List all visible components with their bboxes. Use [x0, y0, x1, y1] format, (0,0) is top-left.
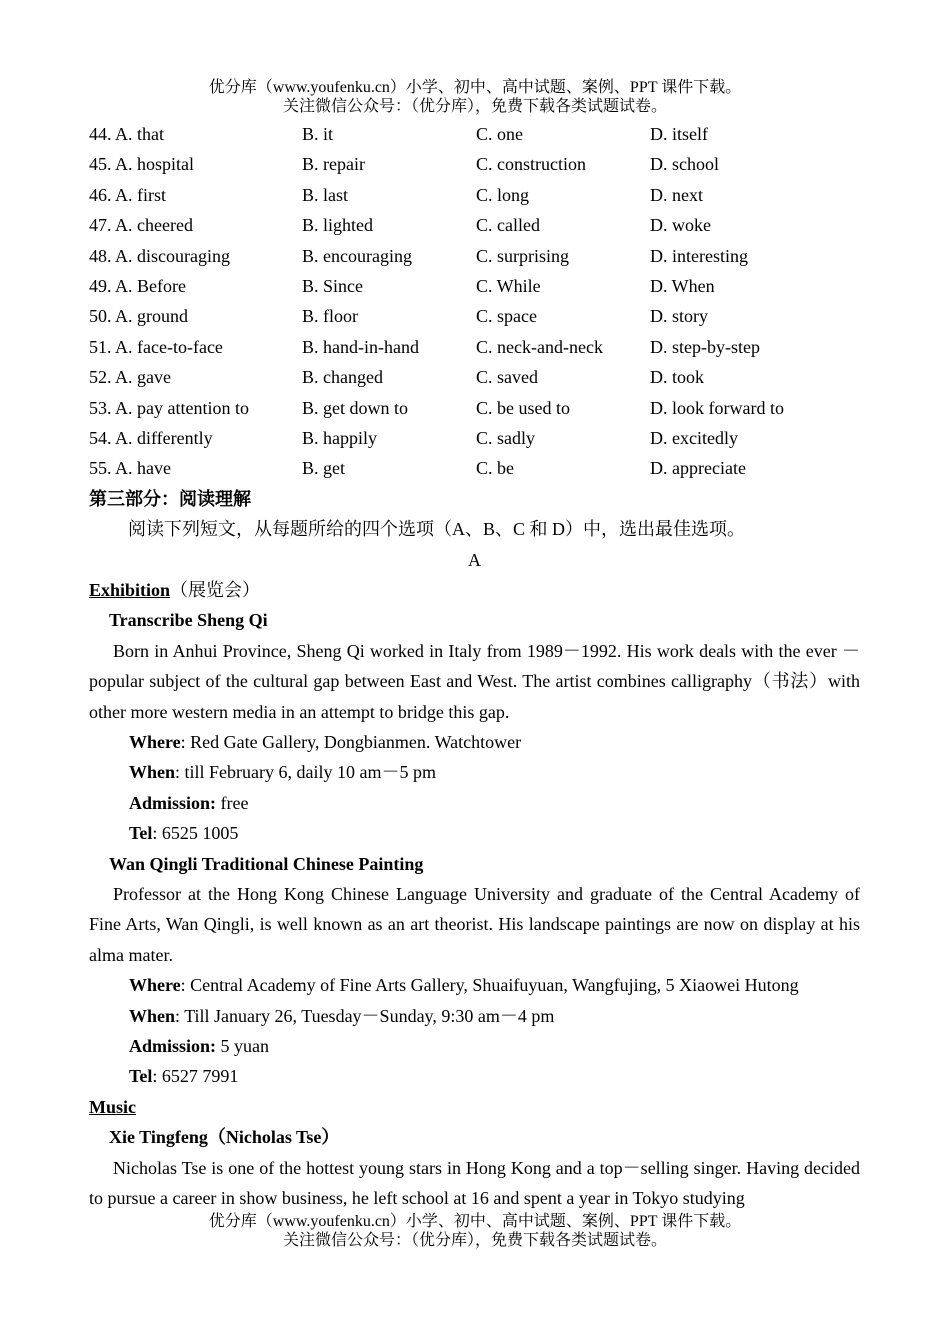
option-choice: B. lighted	[302, 215, 373, 236]
exhibit-2-tel	[89, 1061, 860, 1091]
page-footer	[0, 1212, 950, 1250]
where-label: Where	[129, 975, 181, 996]
option-row	[89, 149, 860, 179]
section-title: 第三部分：阅读理解	[89, 488, 251, 509]
option-choice: 48. A. discouraging	[89, 245, 230, 266]
footer-line-1: 优分库（www.youfenku.cn）小学、初中、高中试题、案例、PPT 课件下载。	[208, 1213, 742, 1230]
option-choice: D. story	[650, 306, 708, 327]
when-label: When	[129, 762, 176, 783]
where-label: Where	[129, 731, 181, 752]
exhibit-2-title: Wan Qingli Traditional Chinese Painting	[109, 853, 424, 874]
header-line-2: 关注微信公众号：（优分库），免费下载各类试题试卷。	[282, 98, 667, 115]
option-choice: B. floor	[302, 306, 358, 327]
option-choice: B. it	[302, 124, 334, 144]
option-choice: B. changed	[302, 367, 383, 388]
option-choice: C. called	[476, 215, 540, 236]
exhibit-1-tel	[89, 818, 860, 848]
option-row	[89, 362, 860, 392]
option-choice: D. look forward to	[650, 397, 784, 418]
tel-value: : 6527 7991	[152, 1066, 239, 1087]
exhibit-1-title: Transcribe Sheng Qi	[109, 610, 268, 631]
option-choice: 50. A. ground	[89, 306, 188, 327]
exhibit-2-where	[89, 970, 860, 1000]
tel-label: Tel	[129, 823, 153, 844]
admission-label: Admission:	[129, 1036, 217, 1056]
exhibit-1-where	[89, 727, 860, 757]
option-row	[89, 119, 860, 149]
option-choice: D. school	[650, 154, 719, 175]
option-choice: C. saved	[476, 367, 538, 388]
option-choice: C. construction	[476, 154, 586, 175]
option-row	[89, 241, 860, 271]
option-row	[89, 453, 860, 483]
option-row	[89, 271, 860, 301]
option-choice: B. repair	[302, 154, 365, 175]
admission-value: free	[216, 792, 249, 813]
music-heading: Music	[89, 1096, 136, 1117]
option-choice: D. interesting	[650, 245, 748, 266]
option-choice: B. Since	[302, 275, 363, 296]
admission-value: 5 yuan	[216, 1036, 270, 1056]
option-row	[89, 301, 860, 331]
option-choice: D. woke	[650, 215, 711, 236]
option-choice: D. next	[650, 184, 703, 205]
page-content	[89, 119, 860, 1213]
option-choice: 55. A. have	[89, 458, 171, 479]
option-row	[89, 180, 860, 210]
exhibit-2-when	[89, 1001, 860, 1031]
option-choice: C. neck-and-neck	[476, 336, 603, 357]
option-choice: C. sadly	[476, 427, 536, 448]
admission-label: Admission:	[129, 792, 217, 813]
options-table	[89, 119, 860, 484]
option-choice: B. encouraging	[302, 245, 412, 266]
option-choice: D. took	[650, 367, 704, 388]
option-choice: 51. A. face-to-face	[89, 336, 223, 357]
when-label: When	[129, 1005, 176, 1026]
option-choice: B. last	[302, 184, 349, 205]
option-row	[89, 393, 860, 423]
option-choice: D. itself	[650, 124, 708, 144]
option-row	[89, 332, 860, 362]
exhibit-1-when	[89, 757, 860, 787]
option-choice: 49. A. Before	[89, 275, 186, 296]
option-choice: 45. A. hospital	[89, 154, 195, 175]
tel-label: Tel	[129, 1066, 153, 1087]
option-choice: C. be used to	[476, 397, 570, 418]
option-row	[89, 423, 860, 453]
option-choice: 52. A. gave	[89, 367, 171, 388]
option-choice: D. When	[650, 275, 715, 296]
exhibit-2-admission	[89, 1031, 860, 1061]
page-header	[0, 78, 950, 116]
option-choice: D. step-by-step	[650, 336, 760, 357]
footer-line-2: 关注微信公众号：（优分库），免费下载各类试题试卷。	[282, 1232, 667, 1249]
exhibit-1-admission	[89, 788, 860, 818]
exhibition-heading: Exhibition	[89, 579, 171, 600]
option-choice: B. get	[302, 458, 345, 479]
section-instruction: 阅读下列短文，从每题所给的四个选项（A、B、C 和 D）中，选出最佳选项。	[128, 519, 746, 540]
music-heading-line	[89, 1092, 860, 1122]
tel-value: : 6525 1005	[152, 823, 239, 844]
exhibit-1-body: Born in Anhui Province, Sheng Qi worked in Italy from 1989－1992. His work deals with the ever － popular subject of the cultural gap between East and West. The artist combines calligraphy（书法）with other more western media in an attempt to bridge this gap.	[89, 640, 860, 722]
option-choice: 53. A. pay attention to	[89, 397, 249, 418]
where-value: : Red Gate Gallery, Dongbianmen. Watchtower	[180, 731, 522, 752]
option-choice: 54. A. differently	[89, 427, 213, 448]
option-choice: C. long	[476, 184, 530, 205]
when-value: : Till January 26, Tuesday－Sunday, 9:30 am－4 pm	[175, 1005, 555, 1026]
option-choice: C. While	[476, 275, 541, 296]
option-choice: C. space	[476, 306, 537, 327]
option-choice: 47. A. cheered	[89, 215, 193, 236]
option-choice: 46. A. first	[89, 184, 167, 205]
where-value: : Central Academy of Fine Arts Gallery, Shuaifuyuan, Wangfujing, 5 Xiaowei Hutong	[180, 975, 799, 996]
option-choice: D. appreciate	[650, 458, 746, 479]
option-choice: 44. A. that	[89, 124, 164, 144]
music-1-title: Xie Tingfeng（Nicholas Tse）	[109, 1127, 340, 1148]
exhibition-heading-line	[89, 575, 860, 605]
passage-label: A	[468, 549, 481, 570]
option-choice: C. one	[476, 124, 523, 144]
when-value: : till February 6, daily 10 am－5 pm	[175, 762, 436, 783]
exhibition-heading-note: （展览会）	[170, 579, 261, 600]
option-choice: D. excitedly	[650, 427, 738, 448]
header-line-1: 优分库（www.youfenku.cn）小学、初中、高中试题、案例、PPT 课件下载。	[208, 79, 742, 96]
exhibit-2-body: Professor at the Hong Kong Chinese Language University and graduate of the Central Academy of Fine Arts, Wan Qingli, is well known as an art theorist. His landscape paintings are now on display at his alma mater.	[89, 883, 860, 965]
option-choice: B. happily	[302, 427, 377, 448]
option-choice: C. surprising	[476, 245, 570, 266]
option-choice: B. hand-in-hand	[302, 336, 419, 357]
option-row	[89, 210, 860, 240]
music-1-body: Nicholas Tse is one of the hottest young stars in Hong Kong and a top－selling singer. Having decided to pursue a career in show business, he left school at 16 and spent a year in Tokyo studying	[89, 1157, 860, 1209]
option-choice: C. be	[476, 458, 514, 479]
option-choice: B. get down to	[302, 397, 408, 418]
